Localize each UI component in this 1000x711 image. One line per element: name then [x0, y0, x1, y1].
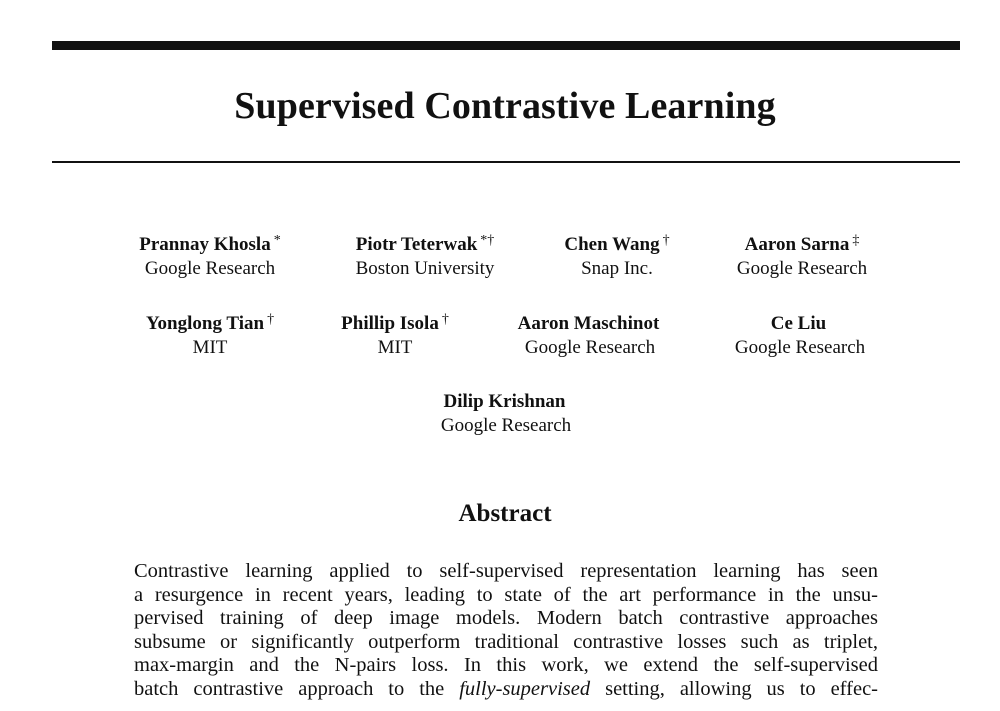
- abstract-line: max-margin and the N-pairs loss. In this work, we extend the self-supervised: [134, 654, 878, 677]
- abstract-text: batch contrastive approach to the: [134, 677, 460, 700]
- author-name-text: Dilip Krishnan: [443, 391, 566, 412]
- author-name-text: Ce Liu: [770, 313, 827, 334]
- author-name: [90, 229, 330, 257]
- abstract-line: subsume or significantly outperform traditional contrastive losses such as triplet,: [134, 630, 878, 653]
- author-affiliation: Google Research: [734, 337, 866, 358]
- abstract-line: Contrastive learning applied to self-supervised representation learning has seen: [134, 560, 878, 582]
- author-affiliation: Boston University: [355, 258, 495, 279]
- author-block: [470, 308, 710, 360]
- author-affiliation: Google Research: [144, 258, 276, 279]
- author-name-text: Aaron Sarna: [744, 234, 850, 255]
- author-mark: *: [273, 233, 281, 248]
- author-mark: ‡: [852, 233, 860, 248]
- author-block: [90, 229, 330, 281]
- author-name: [682, 229, 922, 257]
- author-name-text: Prannay Khosla: [139, 234, 271, 255]
- author-name: [386, 386, 626, 414]
- author-affiliation: Snap Inc.: [581, 258, 653, 279]
- title-rule: [52, 161, 960, 163]
- abstract-line: pervised training of deep image models. Modern batch contrastive approaches: [134, 607, 878, 630]
- abstract-heading: Abstract: [458, 500, 552, 527]
- author-mark: †: [662, 233, 670, 248]
- author-affiliation: Google Research: [524, 337, 656, 358]
- emphasized-term: fully-supervised: [459, 677, 591, 700]
- abstract-text: setting, allowing us to effec-: [590, 677, 878, 700]
- author-affiliation: MIT: [377, 337, 413, 358]
- author-affiliation: Google Research: [440, 415, 572, 436]
- author-name-text: Yonglong Tian: [145, 313, 265, 334]
- author-name-text: Phillip Isola: [341, 313, 439, 334]
- author-name: [680, 308, 920, 336]
- paper-title: Supervised Contrastive Learning: [234, 85, 776, 127]
- author-affiliation: MIT: [192, 337, 228, 358]
- author-name-text: Chen Wang: [564, 234, 660, 255]
- author-mark: †: [267, 312, 275, 327]
- author-block: [386, 386, 626, 438]
- author-mark: †: [441, 312, 449, 327]
- author-affiliation: Google Research: [736, 258, 868, 279]
- author-name-text: Aaron Maschinot: [517, 313, 660, 334]
- author-block: [682, 229, 922, 281]
- abstract-line: [134, 678, 878, 702]
- abstract-line: a resurgence in recent years, leading to state of the art performance in the unsu-: [134, 583, 878, 606]
- top-rule: [52, 41, 960, 50]
- abstract-body: [134, 560, 878, 702]
- author-mark: *†: [480, 233, 495, 248]
- author-block: [680, 308, 920, 360]
- author-name-text: Piotr Teterwak: [355, 234, 478, 255]
- author-name: [470, 308, 710, 336]
